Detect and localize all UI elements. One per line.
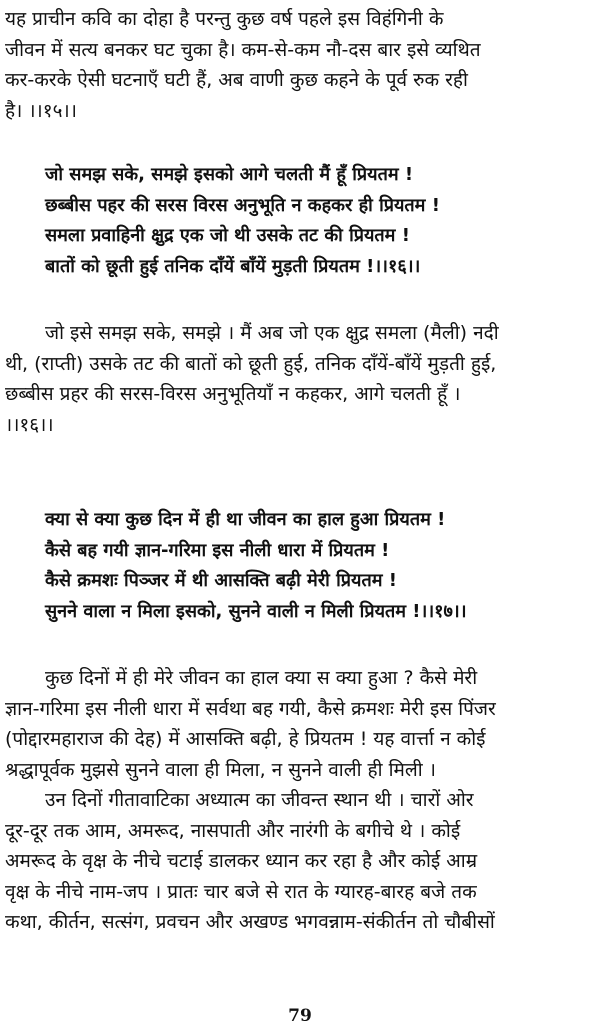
- text-line: अमरूद के वृक्ष के नीचे चटाई डालकर ध्यान कर रहा है और कोई आम्र: [5, 850, 478, 872]
- text-line: कर-करके ऐसी घटनाएँ घटी हैं, अब वाणी कुछ कहने के पूर्व रुक रही: [5, 69, 468, 91]
- text-line: (पोद्दारमहाराज की देह) में आसक्ति बढ़ी, हे प्रियतम ! यह वार्त्ता न कोई: [5, 728, 486, 750]
- text-line: दूर-दूर तक आम, अमरूद, नासपाती और नारंगी के बगीचे थे । कोई: [5, 819, 461, 842]
- text-line: जो इसे समझ सके, समझे । मैं अब जो एक क्षुद्र समला (मैली) नदी: [45, 322, 499, 344]
- paragraph-commentary-17: [0, 663, 600, 785]
- paragraph-commentary-15: [0, 4, 600, 126]
- text-line: ज्ञान-गरिमा इस नीली धारा में सर्वथा बह गयी, कैसे क्रमशः मेरी इस पिंजर: [5, 697, 496, 720]
- text-line: उन दिनों गीतावाटिका अध्यात्म का जीवन्त स्थान थी । चारों ओर: [45, 789, 474, 811]
- text-line: वृक्ष के नीचे नाम-जप । प्रातः चार बजे से रात के ग्यारह-बारह बजे तक: [5, 880, 477, 903]
- verse-16: [0, 160, 600, 282]
- text-line: ।।१६।।: [5, 413, 54, 436]
- verse-line: कैसे बह गयी ज्ञान-गरिमा इस नीली धारा में प्रियतम !: [45, 539, 390, 561]
- text-line: थी, (राप्ती) उसके तट की बातों को छूती हुई, तनिक दाँयें-बाँयें मुड़ती हुई,: [5, 352, 497, 375]
- text-line: कथा, कीर्तन, सत्संग, प्रवचन और अखण्ड भगवन्नाम-संकीर्तन तो चौबीसों: [5, 911, 495, 933]
- page-number: 79: [288, 1006, 312, 1026]
- text-line: कुछ दिनों में ही मेरे जीवन का हाल क्या स क्या हुआ ? कैसे मेरी: [45, 667, 478, 689]
- text-line: छब्बीस प्रहर की सरस-विरस अनुभूतियाँ न कहकर, आगे चलती हूँ ।: [5, 383, 461, 405]
- verse-line: छब्बीस पहर की सरस विरस अनुभूति न कहकर ही प्रियतम !: [45, 194, 440, 216]
- verse-17: [0, 505, 600, 627]
- text-line: श्रद्धापूर्वक मुझसे सुनने वाला ही मिला, न सुनने वाली ही मिली ।: [5, 758, 436, 781]
- verse-line: कैसे क्रमशः पिञ्जर में थी आसक्ति बढ़ी मेरी प्रियतम !: [45, 570, 397, 591]
- verse-line: समला प्रवाहिनी क्षुद्र एक जो थी उसके तट की प्रियतम !: [45, 225, 410, 246]
- paragraph-commentary-16: [0, 318, 600, 440]
- text-line: जीवन में सत्य बनकर घट चुका है। कम-से-कम नौ-दस बार इसे व्यथित: [5, 38, 481, 61]
- text-line: है। ।।१५।।: [5, 99, 77, 122]
- paragraph-gitavatika: [0, 785, 600, 938]
- text-line: यह प्राचीन कवि का दोहा है परन्तु कुछ वर्ष पहले इस विहंगिनी के: [5, 8, 444, 30]
- verse-line: क्या से क्या कुछ दिन में ही था जीवन का हाल हुआ प्रियतम !: [45, 509, 446, 530]
- verse-line: बातों को छूती हुई तनिक दाँयें बाँयें मुड़ती प्रियतम !।।१६।।: [45, 255, 421, 277]
- verse-line: जो समझ सके, समझे इसको आगे चलती मैं हूँ प्रियतम !: [45, 164, 414, 185]
- verse-line: सुनने वाला न मिला इसको, सुनने वाली न मिली प्रियतम !।।१७।।: [45, 600, 467, 622]
